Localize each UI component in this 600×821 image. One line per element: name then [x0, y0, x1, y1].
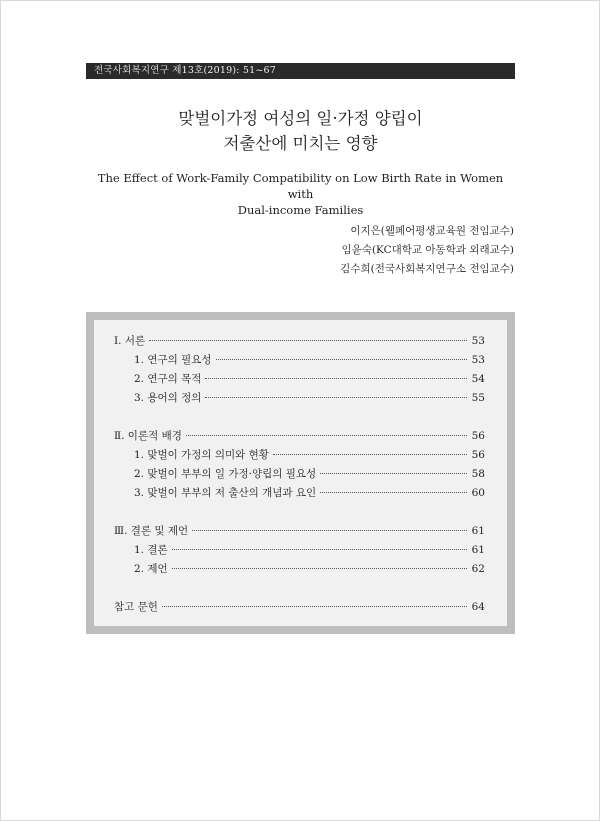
korean-title-line-2: 저출산에 미치는 영향 [223, 134, 378, 153]
toc-spacer [114, 579, 485, 598]
journal-header: 전국사회복지연구 제13호(2019): 51~67 [86, 63, 515, 79]
toc-inner [94, 320, 507, 626]
toc-label: Ⅰ. 서론 [114, 335, 146, 347]
toc-leader-dots [186, 435, 467, 436]
toc-label: Ⅲ. 결론 및 제언 [114, 525, 189, 537]
toc-page-number: 54 [471, 373, 485, 385]
toc-label: 참고 문헌 [114, 601, 158, 613]
toc-spacer [114, 408, 485, 427]
toc-page-number: 53 [471, 354, 485, 366]
english-title [86, 170, 515, 218]
toc-page-number: 61 [471, 544, 485, 556]
toc-label: 3. 맞벌이 부부의 저 출산의 개념과 요인 [134, 487, 317, 499]
toc-page-number: 53 [471, 335, 485, 347]
toc-item[interactable] [114, 465, 485, 484]
english-title-line-1: The Effect of Work-Family Compatibility on Low Birth Rate in Women with [97, 171, 504, 201]
toc-item[interactable] [114, 370, 485, 389]
toc-leader-dots [172, 568, 467, 569]
toc-label: Ⅱ. 이론적 배경 [114, 430, 182, 442]
toc-page-number: 55 [471, 392, 485, 404]
table-of-contents [86, 312, 515, 634]
toc-label: 1. 연구의 필요성 [134, 354, 212, 366]
author-1: 이지은(웰페어평생교육원 전임교수) [350, 225, 514, 237]
toc-item[interactable] [114, 541, 485, 560]
toc-label: 1. 결론 [134, 544, 168, 556]
toc-page-number: 56 [471, 449, 485, 461]
toc-leader-dots [172, 549, 467, 550]
toc-label: 2. 연구의 목적 [134, 373, 202, 385]
toc-item[interactable] [114, 351, 485, 370]
toc-leader-dots [320, 492, 467, 493]
toc-section-3[interactable] [114, 522, 485, 541]
toc-page-number: 64 [471, 601, 485, 613]
toc-section-1[interactable] [114, 332, 485, 351]
toc-section-2[interactable] [114, 427, 485, 446]
toc-page-number: 60 [471, 487, 485, 499]
toc-leader-dots [205, 378, 467, 379]
toc-leader-dots [273, 454, 467, 455]
toc-leader-dots [162, 606, 467, 607]
toc-label: 3. 용어의 정의 [134, 392, 202, 404]
author-3: 김수희(전국사회복지연구소 전임교수) [340, 263, 514, 275]
toc-page-number: 61 [471, 525, 485, 537]
toc-label: 1. 맞벌이 가정의 의미와 현황 [134, 449, 269, 461]
toc-leader-dots [216, 359, 467, 360]
korean-title [86, 106, 515, 156]
toc-section-references[interactable] [114, 598, 485, 617]
toc-leader-dots [149, 340, 467, 341]
toc-page-number: 62 [471, 563, 485, 575]
toc-leader-dots [192, 530, 467, 531]
author-2: 임윤숙(KC대학교 아동학과 외래교수) [341, 244, 514, 256]
toc-item[interactable] [114, 484, 485, 503]
toc-item[interactable] [114, 446, 485, 465]
author-list [340, 222, 514, 279]
toc-page-number: 56 [471, 430, 485, 442]
toc-leader-dots [205, 397, 467, 398]
toc-item[interactable] [114, 389, 485, 408]
toc-label: 2. 맞벌이 부부의 일 가정·양립의 필요성 [134, 468, 317, 480]
toc-page-number: 58 [471, 468, 485, 480]
toc-label: 2. 제언 [134, 563, 168, 575]
toc-leader-dots [320, 473, 467, 474]
korean-title-line-1: 맞벌이가정 여성의 일·가정 양립이 [178, 109, 423, 128]
english-title-line-2: Dual-income Families [237, 203, 364, 217]
toc-item[interactable] [114, 560, 485, 579]
toc-spacer [114, 503, 485, 522]
